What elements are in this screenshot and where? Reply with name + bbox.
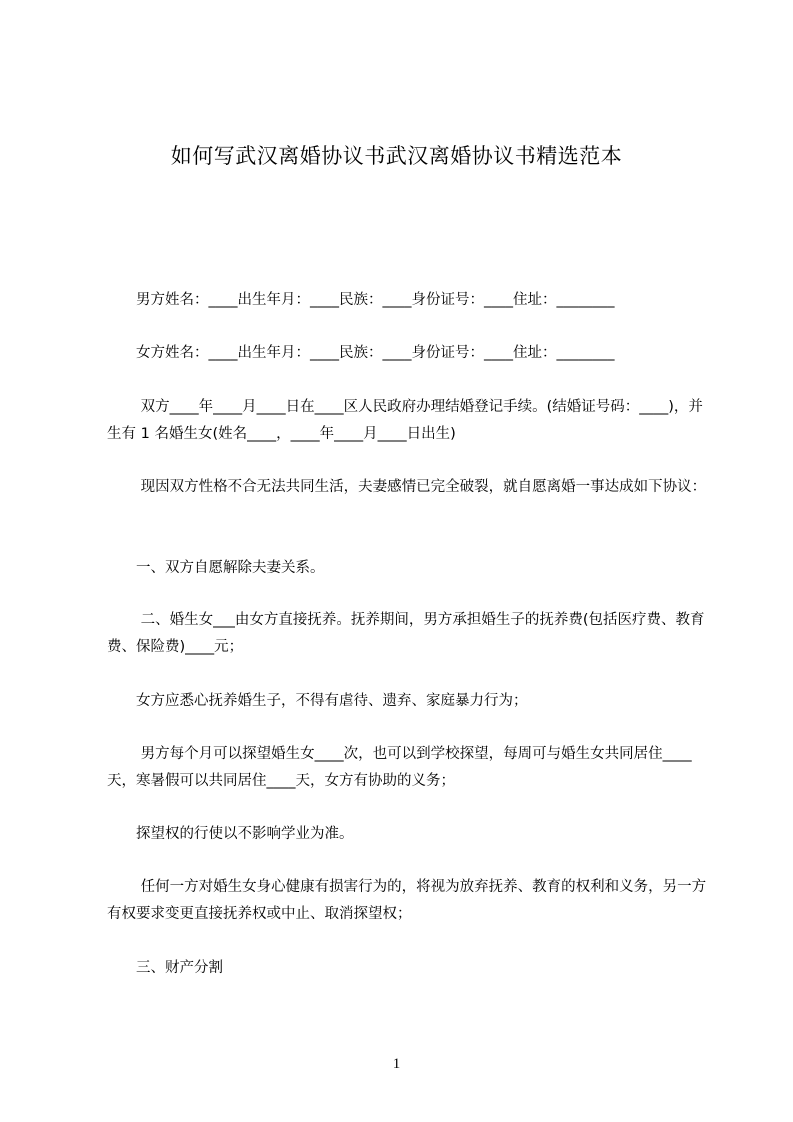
paragraph-clause-three: 三、财产分割 [107,960,223,976]
paragraph-custody-change: 任何一方对婚生女身心健康有损害行为的，将视为放弃抚养、教育的权利和义务，另一方有权要求变更直接抚养权或中止、取消探望权； [107,879,707,922]
page-number: 1 [392,1056,401,1072]
paragraph-reason: 现因双方性格不合无法共同生活，夫妻感情已完全破裂，就自愿离婚一事达成如下协议： [107,479,707,495]
paragraph-male-info: 男方姓名：____出生年月：____民族：____身份证号：____住址：________ [107,292,615,308]
document-title: 如何写武汉离婚协议书武汉离婚协议书精选范本 [170,144,623,168]
paragraph-female-info: 女方姓名：____出生年月：____民族：____身份证号：____住址：________ [107,345,615,361]
paragraph-visitation-rule: 探望权的行使以不影响学业为准。 [107,826,354,842]
paragraph-care-duty: 女方应悉心抚养婚生子，不得有虐待、遗弃、家庭暴力行为； [107,693,528,709]
paragraph-marriage-registration: 双方____年____月____日在____区人民政府办理结婚登记手续。(结婚证号码：____)，并生有 1 名婚生女(姓名____，____年____月____日出生) [107,399,703,442]
paragraph-clause-one: 一、双方自愿解除夫妻关系。 [107,560,325,576]
paragraph-clause-two: 二、婚生女___由女方直接抚养。抚养期间，男方承担婚生子的抚养费(包括医疗费、教育费、保险费)____元； [107,612,705,655]
paragraph-visitation: 男方每个月可以探望婚生女____次，也可以到学校探望，每周可与婚生女共同居住____天，寒暑假可以共同居住____天，女方有协助的义务； [107,746,692,789]
